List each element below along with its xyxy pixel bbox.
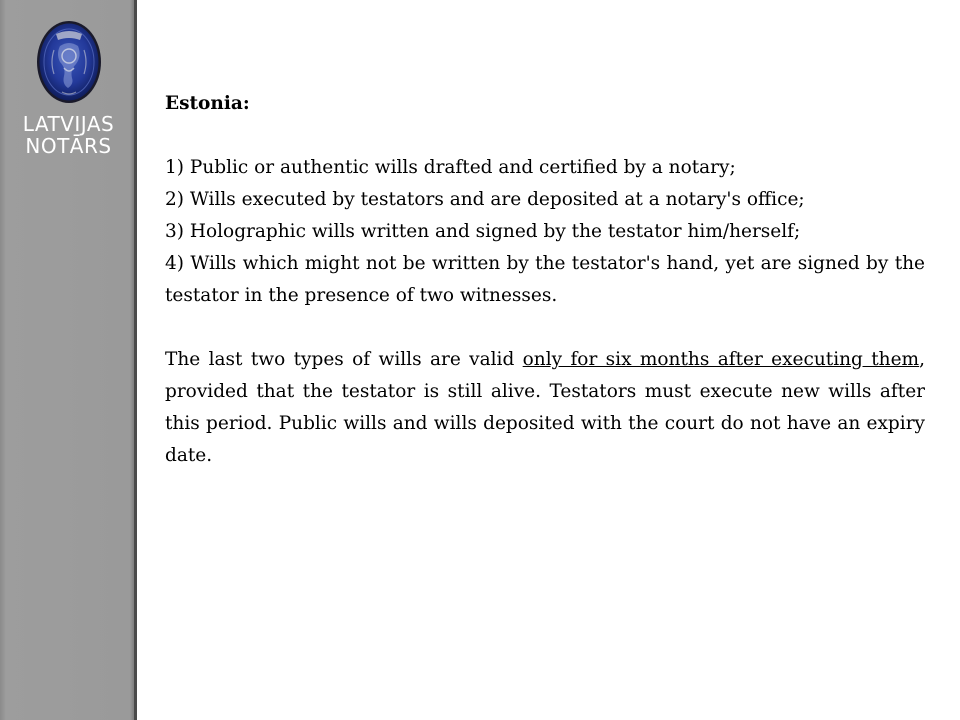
logo-text-line1: LATVIJAS <box>22 112 115 136</box>
paragraph-underlined-text: only for six months after executing them <box>522 349 920 370</box>
list-item: 4) Wills which might not be written by the testator's hand, yet are signed by the testator in the presence of two witnesses. <box>165 253 925 306</box>
logo-text-line2: NOTĀRS <box>25 134 112 158</box>
spacer <box>165 120 925 152</box>
wills-list <box>165 152 925 312</box>
sidebar-divider <box>134 0 137 720</box>
validity-paragraph <box>165 344 925 472</box>
paragraph-text-end: , provided that the testator is still alive. Testators must execute new wills after this period. Public wills and wills deposited with the court do not have an expiry date. <box>165 349 925 466</box>
list-item: 3) Holographic wills written and signed by the testator him/herself; <box>165 221 801 242</box>
slide-body <box>165 88 925 472</box>
spacer <box>165 312 925 344</box>
notary-emblem-icon <box>36 20 102 104</box>
slide-heading: Estonia: <box>165 93 250 114</box>
list-item: 2) Wills executed by testators and are deposited at a notary's office; <box>165 189 805 210</box>
paragraph-text-start: The last two types of wills are valid <box>165 349 523 370</box>
list-item: 1) Public or authentic wills drafted and certified by a notary; <box>165 157 736 178</box>
sidebar <box>0 0 137 720</box>
